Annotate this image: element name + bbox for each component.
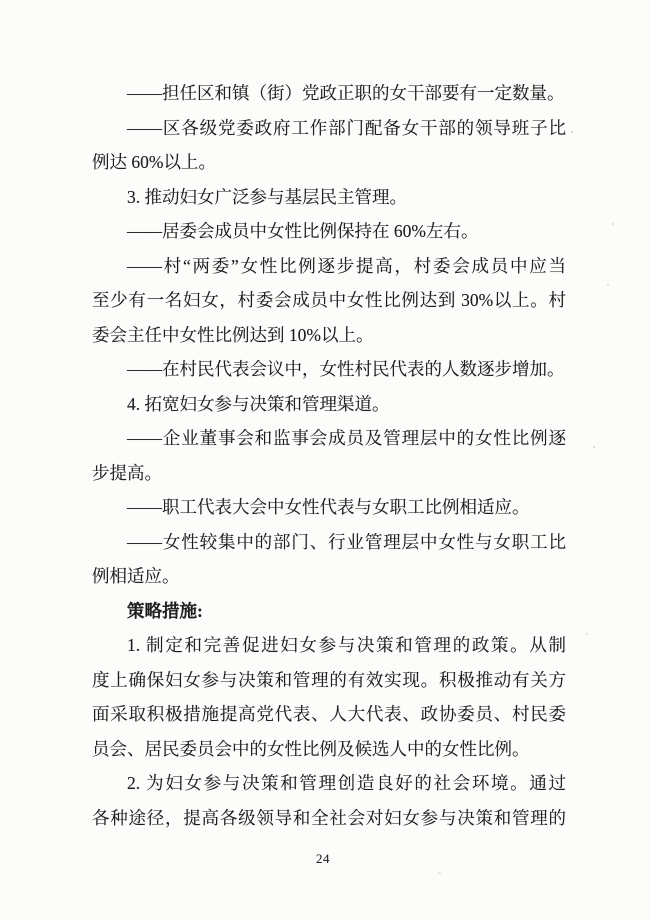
text-line: 4. 拓宽妇女参与决策和管理渠道。 xyxy=(127,393,390,414)
text-line: 例达 60%以上。 xyxy=(92,152,216,172)
text-line: ——担任区和镇（街）党政正职的女干部要有一定数量。 xyxy=(127,83,565,103)
paragraph xyxy=(92,387,566,422)
text-line: ——居委会成员中女性比例保持在 60%左右。 xyxy=(127,221,479,241)
text-line: 度上确保妇女参与决策和管理的有效实现。积极推动有关方 xyxy=(92,669,566,690)
paragraph xyxy=(92,214,566,249)
scan-speck xyxy=(607,284,609,286)
text-line: 至少有一名妇女，村委会成员中女性比例达到 30%以上。村 xyxy=(92,290,566,310)
text-line: 委会主任中女性比例达到 10%以上。 xyxy=(92,324,374,345)
paragraph xyxy=(92,594,566,629)
text-line: 步提高。 xyxy=(92,462,162,483)
text-line: 2. 为妇女参与决策和管理创造良好的社会环境。通过 xyxy=(127,773,566,793)
text-line: 3. 推动妇女广泛参与基层民主管理。 xyxy=(127,186,407,207)
scan-speck xyxy=(593,446,595,448)
text-line: ——女性较集中的部门、行业管理层中女性与女职工比 xyxy=(127,531,566,552)
scan-speck xyxy=(571,131,573,133)
paragraph xyxy=(92,628,566,766)
text-line: 策略措施: xyxy=(127,600,203,621)
page-number: 24 xyxy=(316,851,330,866)
scan-speck xyxy=(586,633,588,635)
text-line: ——村“两委”女性比例逐步提高，村委会成员中应当 xyxy=(127,255,566,276)
paragraph xyxy=(92,352,566,387)
scan-speck xyxy=(438,872,441,874)
paragraph xyxy=(92,766,566,835)
text-line: 例相适应。 xyxy=(92,566,180,586)
paragraph xyxy=(92,421,566,490)
paragraph xyxy=(92,76,566,111)
paragraph xyxy=(92,249,566,353)
paragraph xyxy=(92,111,566,180)
paragraph xyxy=(92,180,566,215)
text-line: ——区各级党委政府工作部门配备女干部的领导班子比 xyxy=(127,117,566,138)
text-line: ——在村民代表会议中，女性村民代表的人数逐步增加。 xyxy=(127,359,565,379)
paragraph xyxy=(92,490,566,525)
text-line: ——企业董事会和监事会成员及管理层中的女性比例逐 xyxy=(127,428,566,448)
scan-speck xyxy=(499,737,501,739)
text-line: 面采取积极措施提高党代表、人大代表、政协委员、村民委 xyxy=(92,704,566,724)
text-line: 各种途径，提高各级领导和全社会对妇女参与决策和管理的 xyxy=(92,807,566,828)
text-line: 1. 制定和完善促进妇女参与决策和管理的政策。从制 xyxy=(127,635,566,655)
text-line: ——职工代表大会中女性代表与女职工比例相适应。 xyxy=(127,497,530,517)
scan-speck xyxy=(612,223,614,225)
scan-speck xyxy=(524,269,526,271)
document-body xyxy=(92,76,566,835)
text-line: 员会、居民委员会中的女性比例及候选人中的女性比例。 xyxy=(92,738,530,759)
paragraph xyxy=(92,525,566,594)
